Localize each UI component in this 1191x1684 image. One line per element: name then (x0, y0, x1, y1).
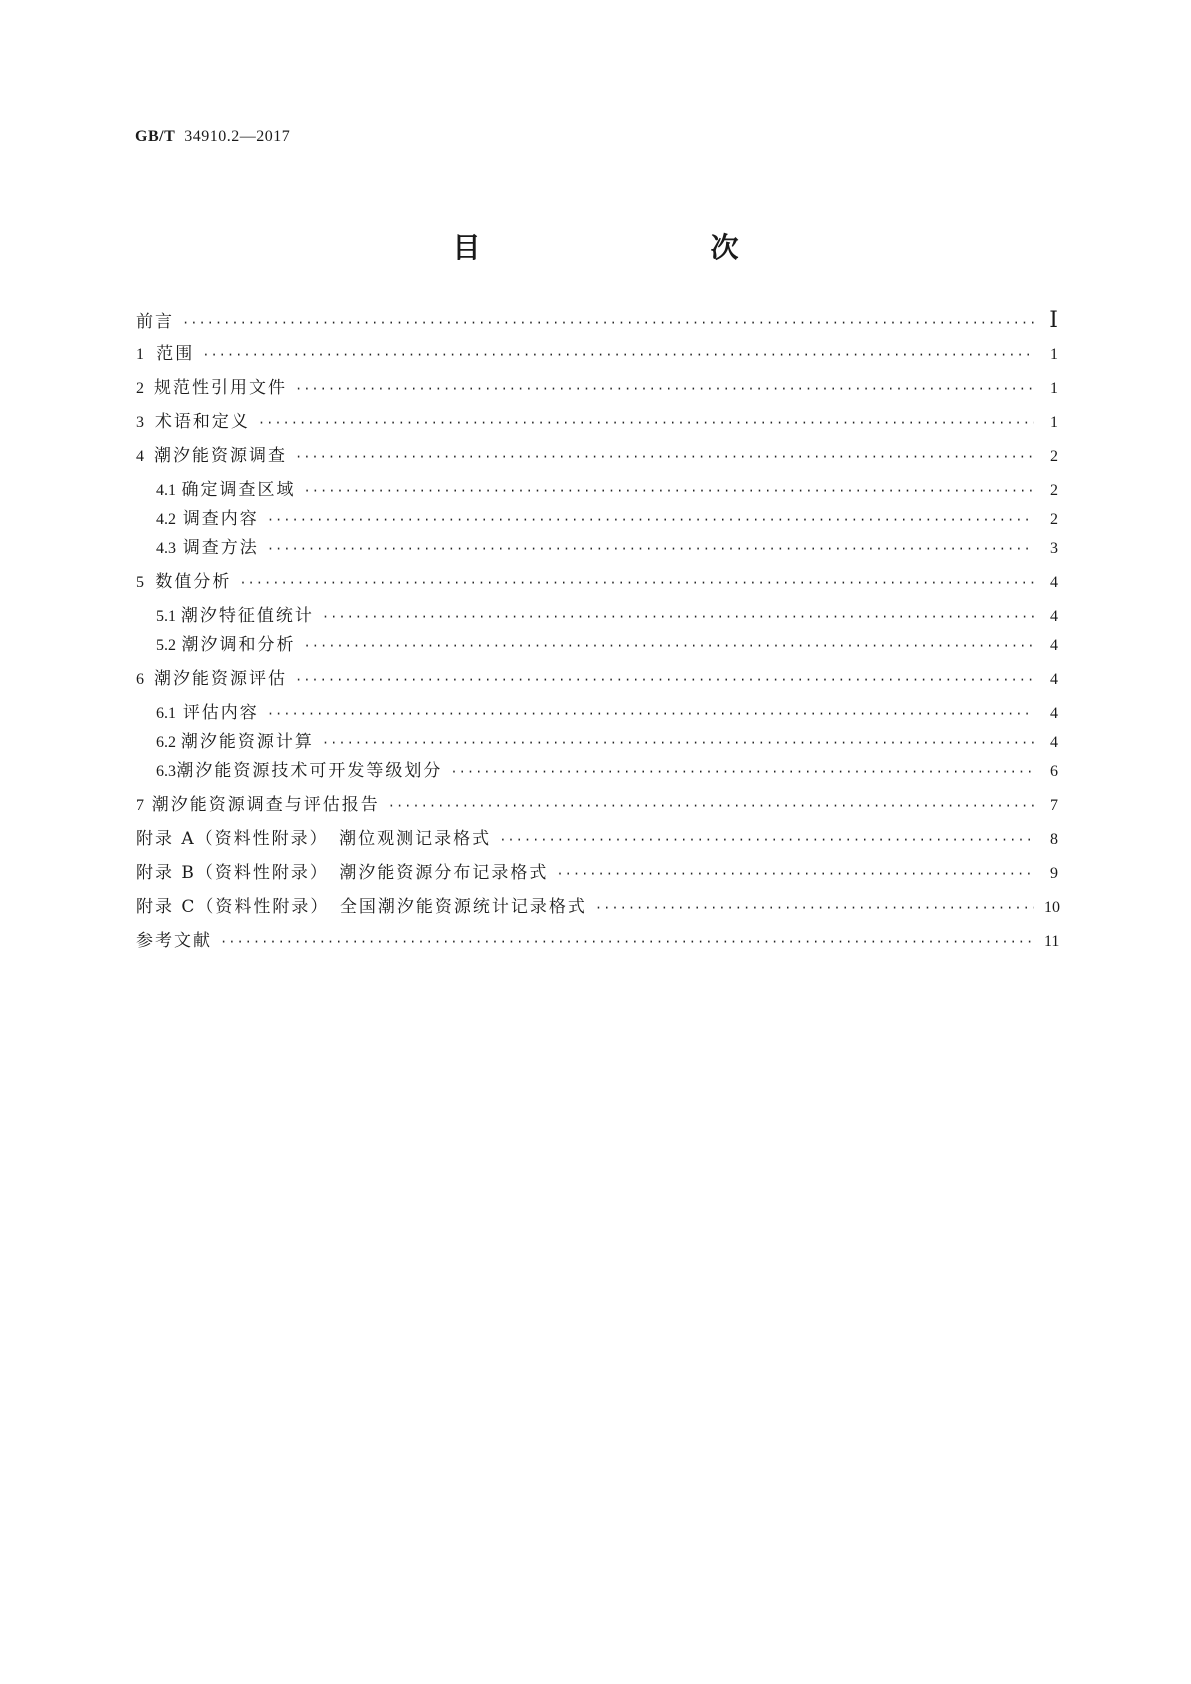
toc-entry-text: 潮汐能资源评估 (153, 669, 287, 689)
toc-page-number: 4 (1050, 608, 1058, 625)
toc-entry-6-3[interactable] (156, 759, 1058, 783)
toc-entry-4-2[interactable] (156, 507, 1058, 531)
standard-prefix: GB/T (135, 128, 176, 145)
toc-entry-6-2[interactable] (156, 730, 1058, 754)
toc-entry-4-1[interactable] (156, 478, 1058, 502)
toc-entry-text: 潮汐能资源计算 (180, 732, 314, 752)
toc-page-number: 6 (1050, 763, 1058, 780)
toc-page-number: 8 (1050, 831, 1058, 848)
toc-entry-number: 6.1 (156, 705, 176, 722)
dot-leader (295, 445, 1034, 469)
toc-entry-number: 4.1 (156, 482, 176, 499)
toc-entry-appendix-c[interactable] (136, 895, 1058, 919)
toc-entry-text: 潮汐能资源技术可开发等级划分 (176, 761, 443, 781)
toc-entry-text: 评估内容 (182, 703, 259, 723)
toc-entry-2[interactable] (136, 376, 1058, 400)
toc-entry-6-1[interactable] (156, 701, 1058, 725)
toc-page-number: 10 (1044, 899, 1060, 916)
toc-entry-number: 7 (136, 797, 144, 814)
toc-entry-text: 参考文献 (136, 931, 212, 951)
dot-leader (202, 343, 1034, 367)
toc-entry-7[interactable] (136, 793, 1058, 817)
dot-leader (239, 571, 1034, 595)
dot-leader (220, 930, 1034, 954)
toc-entry-5-2[interactable] (156, 633, 1058, 657)
toc-page-number: Ⅰ (1049, 307, 1058, 332)
dot-leader (267, 508, 1034, 532)
toc-entry-text: 范围 (156, 344, 195, 364)
dot-leader (304, 634, 1034, 658)
toc-page-number: 1 (1050, 380, 1058, 397)
dot-leader (388, 794, 1034, 818)
toc-entry-number: 4 (136, 448, 144, 465)
toc-entry-number: 5.2 (156, 637, 176, 654)
dot-leader (322, 731, 1034, 755)
toc-entry-text: 调查方法 (182, 538, 259, 558)
standard-code (135, 128, 290, 146)
dot-leader (304, 479, 1034, 503)
toc-page-number: 7 (1050, 797, 1058, 814)
toc-entry-text: 附录 A（资料性附录） 潮位观测记录格式 (136, 829, 492, 849)
toc-page-number: 4 (1050, 574, 1058, 591)
toc-entry-text: 潮汐调和分析 (181, 635, 296, 655)
toc-entry-text: 规范性引用文件 (153, 378, 287, 398)
toc-page-number: 2 (1050, 448, 1058, 465)
toc-entry-text: 潮汐能资源调查 (153, 446, 287, 466)
toc-entry-5[interactable] (136, 570, 1058, 594)
dot-leader (295, 377, 1034, 401)
toc-entry-number: 3 (136, 414, 144, 431)
dot-leader (556, 862, 1034, 886)
toc-entry-1[interactable] (136, 342, 1058, 366)
toc-entry-appendix-a[interactable] (136, 827, 1058, 851)
toc-page-number: 11 (1044, 933, 1060, 950)
dot-leader (182, 311, 1034, 335)
toc-entry-number: 2 (136, 380, 144, 397)
toc-entry-text: 数值分析 (155, 572, 232, 592)
toc-page-number: 4 (1050, 637, 1058, 654)
toc-entry-number: 6 (136, 671, 144, 688)
toc-entry-6[interactable] (136, 667, 1058, 691)
dot-leader (499, 828, 1034, 852)
toc-page-number: 3 (1050, 540, 1058, 557)
toc-page-number: 1 (1050, 346, 1058, 363)
toc-entry-text: 附录 C（资料性附录） 全国潮汐能资源统计记录格式 (136, 897, 587, 917)
toc-page-number: 2 (1050, 482, 1058, 499)
toc-entry-text: 潮汐能资源调查与评估报告 (151, 795, 380, 815)
toc-entry-number: 6.2 (156, 734, 176, 751)
toc-page-number: 1 (1050, 414, 1058, 431)
toc-entry-4[interactable] (136, 444, 1058, 468)
toc-entry-number: 5.1 (156, 608, 176, 625)
dot-leader (595, 896, 1034, 920)
toc-entry-text: 附录 B（资料性附录） 潮汐能资源分布记录格式 (136, 863, 549, 883)
standard-number: 34910.2—2017 (184, 128, 291, 145)
toc-page-number: 9 (1050, 865, 1058, 882)
dot-leader (267, 537, 1034, 561)
toc-entry-text: 调查内容 (182, 509, 259, 529)
toc-entry-4-3[interactable] (156, 536, 1058, 560)
toc-entry-text: 前言 (136, 312, 174, 332)
toc-entry-number: 4.3 (156, 540, 176, 557)
toc-entry-number: 1 (136, 346, 144, 363)
toc-entry-bibliography[interactable] (136, 929, 1058, 953)
toc-entry-appendix-b[interactable] (136, 861, 1058, 885)
toc-entry-number: 4.2 (156, 511, 176, 528)
dot-leader (295, 668, 1034, 692)
toc-entry-foreword[interactable] (136, 308, 1058, 332)
toc-title: 目 次 (452, 231, 797, 264)
toc-entry-number: 6.3 (156, 763, 176, 780)
toc-entry-number: 5 (136, 574, 144, 591)
toc-entry-text: 术语和定义 (154, 412, 250, 432)
dot-leader (267, 702, 1034, 726)
dot-leader (258, 411, 1034, 435)
toc-entry-3[interactable] (136, 410, 1058, 434)
toc-entry-text: 潮汐特征值统计 (180, 606, 314, 626)
toc-entry-5-1[interactable] (156, 604, 1058, 628)
toc-page-number: 2 (1050, 511, 1058, 528)
dot-leader (322, 605, 1034, 629)
toc-page-number: 4 (1050, 705, 1058, 722)
toc-page-number: 4 (1050, 671, 1058, 688)
toc-entry-text: 确定调查区域 (181, 480, 296, 500)
toc-page-number: 4 (1050, 734, 1058, 751)
dot-leader (450, 760, 1034, 784)
